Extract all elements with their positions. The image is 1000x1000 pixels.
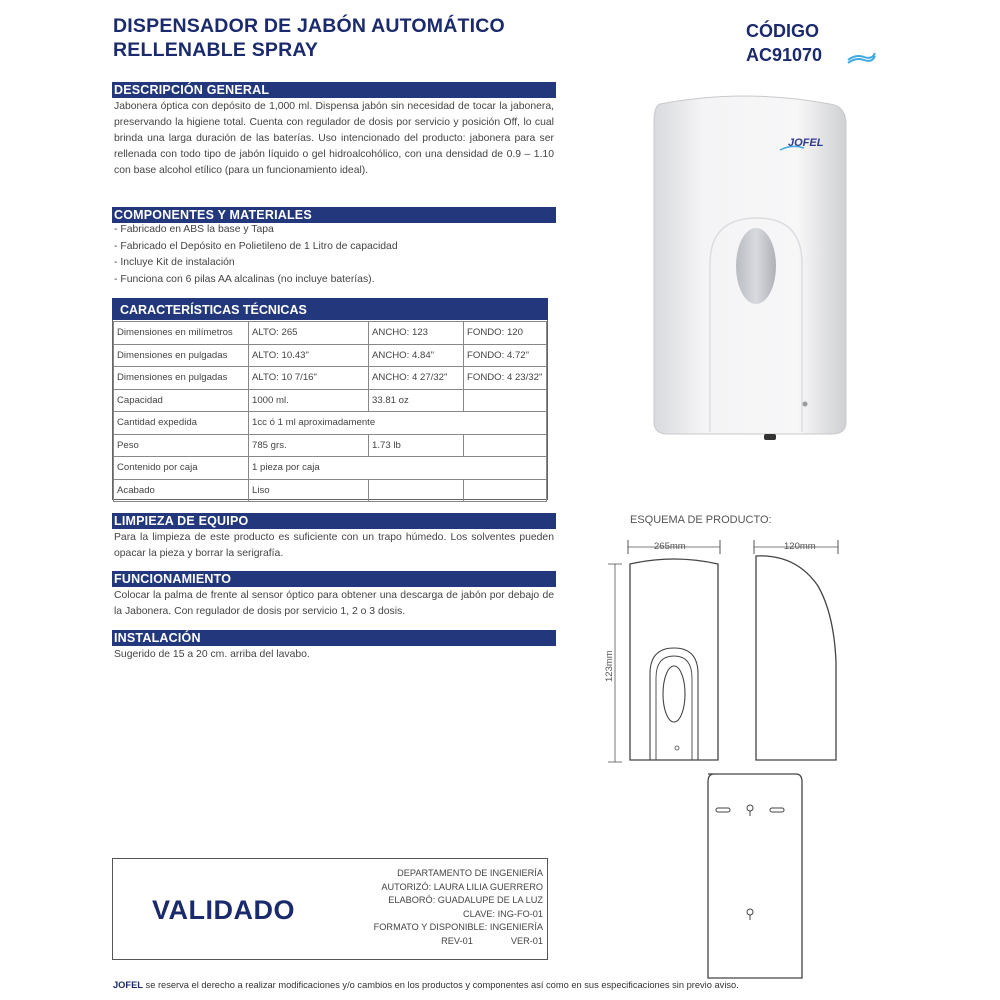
section-heading-limpieza: LIMPIEZA DE EQUIPO: [112, 513, 556, 529]
validated-stamp: VALIDADO: [152, 895, 295, 925]
table-row: [114, 479, 547, 502]
table-cell: Peso: [114, 434, 249, 457]
table-cell: ANCHO: 4 27/32": [369, 367, 464, 390]
table-row: [114, 389, 547, 412]
table-cell: FONDO: 4.72": [464, 344, 547, 367]
section-heading-componentes: COMPONENTES Y MATERIALES: [112, 207, 556, 223]
code-value: AC91070: [746, 45, 823, 65]
rev-label: REV-01: [441, 935, 473, 946]
section-heading-instalacion: INSTALACIÓN: [112, 630, 556, 646]
list-item: - Incluye Kit de instalación: [114, 257, 235, 268]
schema-title: ESQUEMA DE PRODUCTO:: [630, 514, 772, 526]
section-heading-descripcion: DESCRIPCIÓN GENERAL: [112, 82, 556, 98]
title-line-2: RELLENABLE SPRAY: [113, 39, 319, 61]
table-cell: 33.81 oz: [369, 389, 464, 412]
componentes-list: [114, 222, 554, 288]
tech-specs-table: [113, 321, 547, 502]
table-row: [114, 412, 547, 435]
table-cell: ALTO: 10.43": [249, 344, 369, 367]
table-cell: [464, 479, 547, 502]
validation-details: [340, 867, 543, 949]
product-photo: [640, 92, 860, 442]
footer-disclaimer: [113, 980, 739, 990]
height-label: 123mm: [604, 650, 615, 682]
validation-line: ELABORÓ: GUADALUPE DE LA LUZ: [388, 895, 543, 906]
table-cell: [369, 479, 464, 502]
validation-line: FORMATO Y DISPONIBLE: INGENIERÍA: [373, 922, 543, 933]
table-cell: Dimensiones en pulgadas: [114, 367, 249, 390]
table-cell: FONDO: 120: [464, 322, 547, 345]
table-row: [114, 434, 547, 457]
descripcion-text: Jabonera óptica con depósito de 1,000 ml. Dispensa jabón sin necesidad de tocar la jabonera, preservando la higiene total. Cuenta con regulador de dosis por servicio y posición Off, lo cual brinda una larga duración de las baterías. Uso intencionado del producto: jabonera para ser rellenada con todo tipo de jabón líquido o gel hidroalcohólico, con una densidad de 0.9 – 1.10 con base alcohol etílico (para un funcionamiento ideal).: [114, 101, 554, 176]
table-row: [114, 367, 547, 390]
list-item: - Fabricado el Depósito en Polietileno de 1 Litro de capacidad: [114, 240, 398, 252]
table-cell: 1.73 lb: [369, 434, 464, 457]
table-cell: Dimensiones en pulgadas: [114, 344, 249, 367]
table-row: [114, 457, 547, 480]
footer-brand: JOFEL: [113, 980, 143, 990]
table-cell: [464, 434, 547, 457]
table-cell: ANCHO: 4.84": [369, 344, 464, 367]
table-cell: 1000 ml.: [249, 389, 369, 412]
jofel-logo: JOFEL: [788, 137, 824, 149]
table-cell: 1 pieza por caja: [249, 457, 547, 480]
table-cell: Acabado: [114, 479, 249, 502]
validation-line: DEPARTAMENTO DE INGENIERÍA: [397, 868, 543, 878]
document-title: [113, 14, 505, 62]
table-row: [114, 344, 547, 367]
limpieza-text: Para la limpieza de este producto es suficiente con un trapo húmedo. Los solventes pueden opacar la pieza y borrar la serigrafía.: [114, 532, 554, 559]
table-cell: Cantidad expedida: [114, 412, 249, 435]
funcionamiento-text: Colocar la palma de frente al sensor óptico para obtener una descarga de jabón por debajo de la Jabonera. Con regulador de dosis por servicio 1, 2 o 3 dosis.: [114, 590, 554, 617]
revision-row: [340, 935, 543, 949]
depth-label: 120mm: [784, 541, 816, 552]
table-cell: ANCHO: 123: [369, 322, 464, 345]
table-cell: Capacidad: [114, 389, 249, 412]
footer-text: se reserva el derecho a realizar modificaciones y/o cambios en los productos y componentes así como en sus especificaciones sin previo aviso.: [142, 980, 739, 990]
section-heading-caracteristicas: CARACTERÍSTICAS TÉCNICAS: [112, 298, 548, 320]
table-cell: [464, 389, 547, 412]
section-heading-funcionamiento: FUNCIONAMIENTO: [112, 571, 556, 587]
product-schema-diagram: [598, 532, 868, 992]
list-item: - Fabricado en ABS la base y Tapa: [114, 224, 274, 235]
width-label: 265mm: [654, 541, 686, 552]
instalacion-text: Sugerido de 15 a 20 cm. arriba del lavabo.: [114, 649, 310, 660]
table-row: [114, 322, 547, 345]
validation-line: AUTORIZÓ: LAURA LILIA GUERRERO: [381, 881, 543, 892]
table-cell: ALTO: 10 7/16": [249, 367, 369, 390]
title-line-1: DISPENSADOR DE JABÓN AUTOMÁTICO: [113, 15, 505, 37]
list-item: - Funciona con 6 pilas AA alcalinas (no incluye baterías).: [114, 273, 375, 285]
validation-line: CLAVE: ING-FO-01: [463, 908, 543, 919]
wave-logo-icon: [846, 48, 876, 66]
table-cell: Contenido por caja: [114, 457, 249, 480]
table-cell: Liso: [249, 479, 369, 502]
table-cell: FONDO: 4 23/32": [464, 367, 547, 390]
ver-label: VER-01: [510, 935, 543, 946]
table-cell: ALTO: 265: [249, 322, 369, 345]
table-cell: Dimensiones en milímetros: [114, 322, 249, 345]
table-cell: 1cc ó 1 ml aproximadamente: [249, 412, 547, 435]
table-cell: 785 grs.: [249, 434, 369, 457]
code-label: CÓDIGO: [746, 21, 820, 41]
